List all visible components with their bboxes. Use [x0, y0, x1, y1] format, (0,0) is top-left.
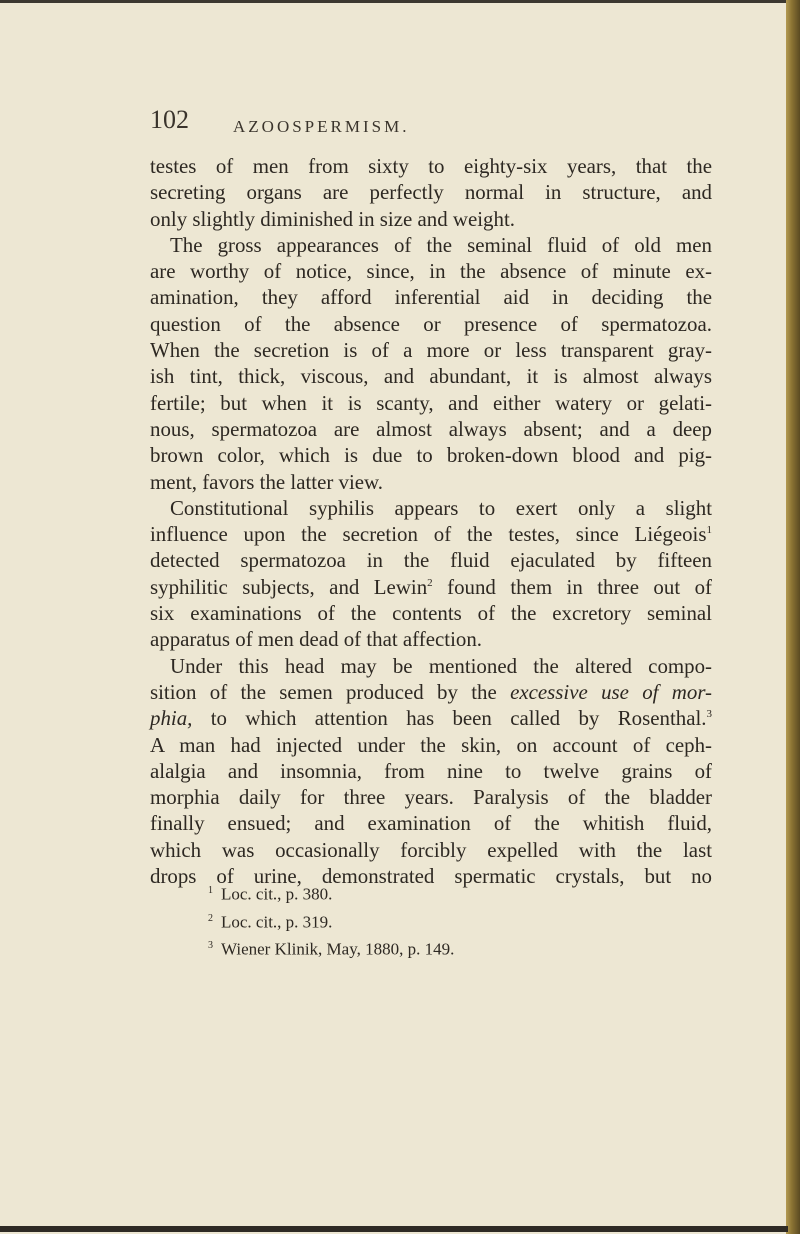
text-line: question of the absence or presence of spermatozoa. [150, 311, 712, 336]
footnote-mark: 3 [208, 940, 213, 952]
footnote [208, 934, 454, 962]
footnotes [208, 879, 454, 962]
text-fragment: syphilitic subjects, and Lewin [150, 574, 428, 599]
text-line: detected spermatozoa in the fluid ejaculated by fifteen [150, 548, 712, 573]
text-line: finally ensued; and examination of the whitish fluid, [150, 811, 712, 836]
book-spine-edge [786, 0, 800, 1234]
footnote-ref: 1 [706, 524, 712, 537]
book-page [0, 3, 786, 1226]
text-line: Under this head may be mentioned the altered compo- [170, 653, 712, 678]
bottom-edge-rule [0, 1226, 788, 1232]
text-line: The gross appearances of the seminal fluid of old men [170, 232, 712, 257]
footnote-mark: 2 [208, 912, 213, 924]
text-line: testes of men from sixty to eighty-six years, that the [150, 154, 712, 178]
text-fragment: to which attention has been called by Rosenthal. [210, 706, 707, 731]
text-fragment: influence upon the secretion of the testes, since Liégeois [150, 522, 707, 547]
italic-fragment: excessive use of mor- [510, 679, 712, 704]
footnote-text: Loc. cit., p. 380. [221, 884, 333, 904]
body-text [150, 153, 712, 889]
footnote-mark: 1 [208, 885, 213, 896]
footnote-text: Loc. cit., p. 319. [221, 912, 333, 932]
footnote [208, 907, 454, 935]
footnote-ref: 3 [706, 708, 712, 721]
text-line: only slightly diminished in size and weight. [150, 206, 515, 231]
text-line: six examinations of the contents of the excretory seminal [150, 601, 712, 626]
text-line: secreting organs are perfectly normal in structure, and [150, 180, 712, 205]
text-fragment: found them in three out of [447, 574, 712, 599]
footnote [208, 879, 454, 907]
text-line: Constitutional syphilis appears to exert only a slight [170, 495, 712, 520]
text-fragment: sition of the semen produced by the [150, 679, 497, 704]
text-line: are worthy of notice, since, in the absence of minute ex- [150, 259, 712, 284]
running-title: AZOOSPERMISM. [233, 117, 410, 136]
text-line [150, 521, 712, 547]
text-line: drops of urine, demonstrated spermatic crystals, but no [150, 864, 712, 889]
text-line: apparatus of men dead of that affection. [150, 627, 482, 652]
text-line: When the secretion is of a more or less transparent gray- [150, 338, 712, 363]
text-line [150, 679, 712, 705]
text-line: which was occasionally forcibly expelled with the last [150, 837, 712, 862]
italic-fragment: phia, [150, 706, 193, 731]
text-line [150, 705, 712, 731]
text-line: brown color, which is due to broken-down blood and pig- [150, 443, 712, 468]
text-line: morphia daily for three years. Paralysis of the bladder [150, 785, 712, 810]
text-line [150, 574, 712, 600]
footnote-ref: 2 [427, 576, 433, 589]
footnote-text: Wiener Klinik, May, 1880, p. 149. [221, 939, 455, 959]
page-number: 102 [150, 105, 189, 134]
text-line: ish tint, thick, viscous, and abundant, it is almost always [150, 364, 712, 389]
text-line: nous, spermatozoa are almost always absent; and a deep [150, 416, 712, 441]
text-line: A man had injected under the skin, on account of ceph- [150, 732, 712, 757]
text-line: fertile; but when it is scanty, and either watery or gelati- [150, 390, 712, 415]
text-line: alalgia and insomnia, from nine to twelve grains of [150, 758, 712, 783]
text-line: amination, they afford inferential aid in deciding the [150, 285, 712, 310]
text-line: ment, favors the latter view. [150, 469, 383, 494]
